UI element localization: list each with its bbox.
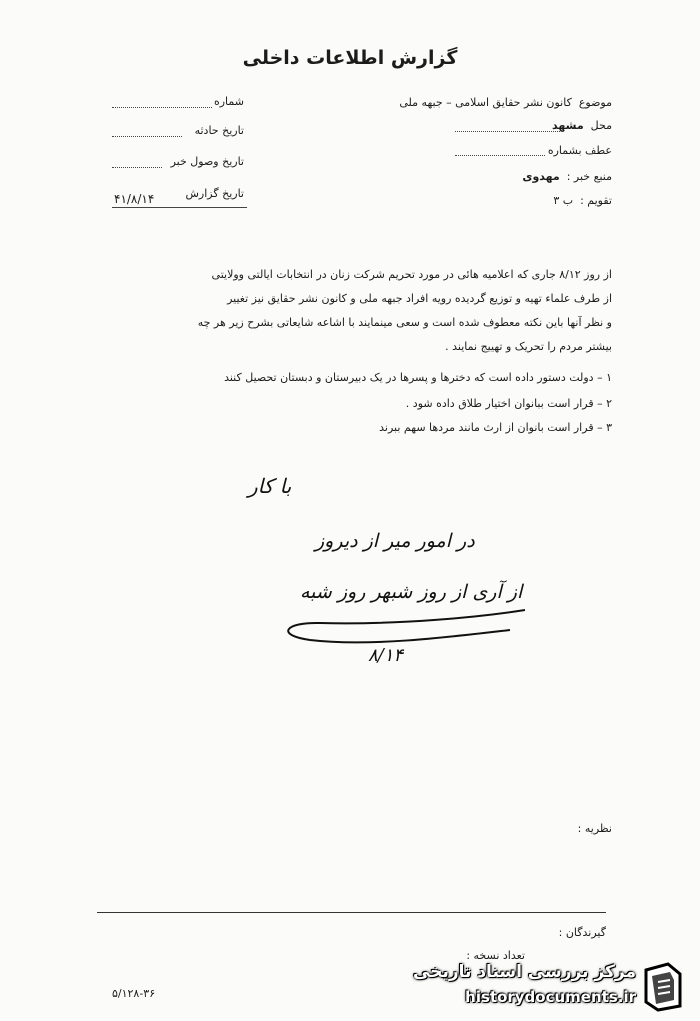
place-dotted-line <box>455 131 560 132</box>
receipt-date-label: تاریخ وصول خبر <box>170 155 244 168</box>
handwriting-line: از آری از روز شبهر روز شبه <box>300 581 523 603</box>
document-code: ۵/۱۲۸-۳۶ <box>112 987 156 1000</box>
archive-logo-icon <box>640 960 686 1012</box>
report-date-underline <box>112 207 247 208</box>
subject-row <box>399 96 612 109</box>
signature-flourish <box>280 595 530 655</box>
handwriting-date: ۸/۱۴ <box>368 645 404 666</box>
body-line: از طرف علماء تهیه و توزیع گردیده رویه افراد جبهه ملی و کانون نشر حقایق نیز تغییر <box>227 292 612 305</box>
list-item: ۱ – دولت دستور داده است که دخترها و پسرها در یک دبیرستان و دبستان تحصیل کنند <box>224 371 612 384</box>
place-label: محل <box>590 119 612 132</box>
event-date-dotted-line <box>112 136 182 137</box>
body-line: از روز ۸/۱۲ جاری که اعلامیه هائی در مورد تحریم شرکت زنان در انتخابات ایالتی وولایتی <box>211 268 612 281</box>
subject-label: موضوع <box>578 96 612 109</box>
source-label: منبع خبر : <box>566 170 612 183</box>
report-date-value: ۴۱/۸/۱۴ <box>114 192 155 206</box>
list-item: ۳ – قرار است بانوان از ارث مانند مردها سهم ببرند <box>379 421 612 434</box>
number-label: شماره <box>213 95 244 108</box>
rating-row <box>553 194 612 207</box>
body-line: و نظر آنها باین نکته معطوف شده است و سعی مینمایند با اشاعه شایعاتی بشرح زیر هر چه <box>197 316 612 329</box>
footer-divider <box>97 912 606 913</box>
source-value: مهدوی <box>522 170 560 183</box>
watermark-url: historydocuments.ir <box>465 988 636 1006</box>
place-value: مشهد <box>552 119 584 132</box>
receipt-date-dotted-line <box>112 167 162 168</box>
report-date-label: تاریخ گزارش <box>185 187 244 200</box>
body-line: بیشتر مردم را تحریک و تهییج نمایند . <box>445 340 612 353</box>
rating-value: ب ۳ <box>553 194 574 207</box>
list-item: ۲ – قرار است ببانوان اختیار طلاق داده شود . <box>405 397 612 410</box>
subject-value: کانون نشر حقایق اسلامی – جبهه ملی <box>399 96 572 109</box>
ref-dotted-line <box>455 155 545 156</box>
event-date-label: تاریخ حادثه <box>194 124 244 137</box>
watermark-title: مرکز بررسی اسناد تاریخی <box>413 962 636 982</box>
source-row <box>522 170 612 183</box>
rating-label: تقویم : <box>580 194 612 207</box>
handwriting-line: در امور میر از دیروز <box>315 530 475 552</box>
ref-label: عطف بشماره <box>547 144 612 157</box>
handwriting-line: با کار <box>248 474 292 498</box>
place-row <box>552 119 612 132</box>
report-title: گزارش اطلاعات داخلی <box>242 47 458 69</box>
recipients-label: گیرندگان : <box>558 926 606 939</box>
copies-label: تعداد نسخه : <box>466 949 525 962</box>
watermark <box>413 958 688 1014</box>
opinion-label: نظریه : <box>577 822 612 835</box>
number-dotted-line <box>112 107 212 108</box>
